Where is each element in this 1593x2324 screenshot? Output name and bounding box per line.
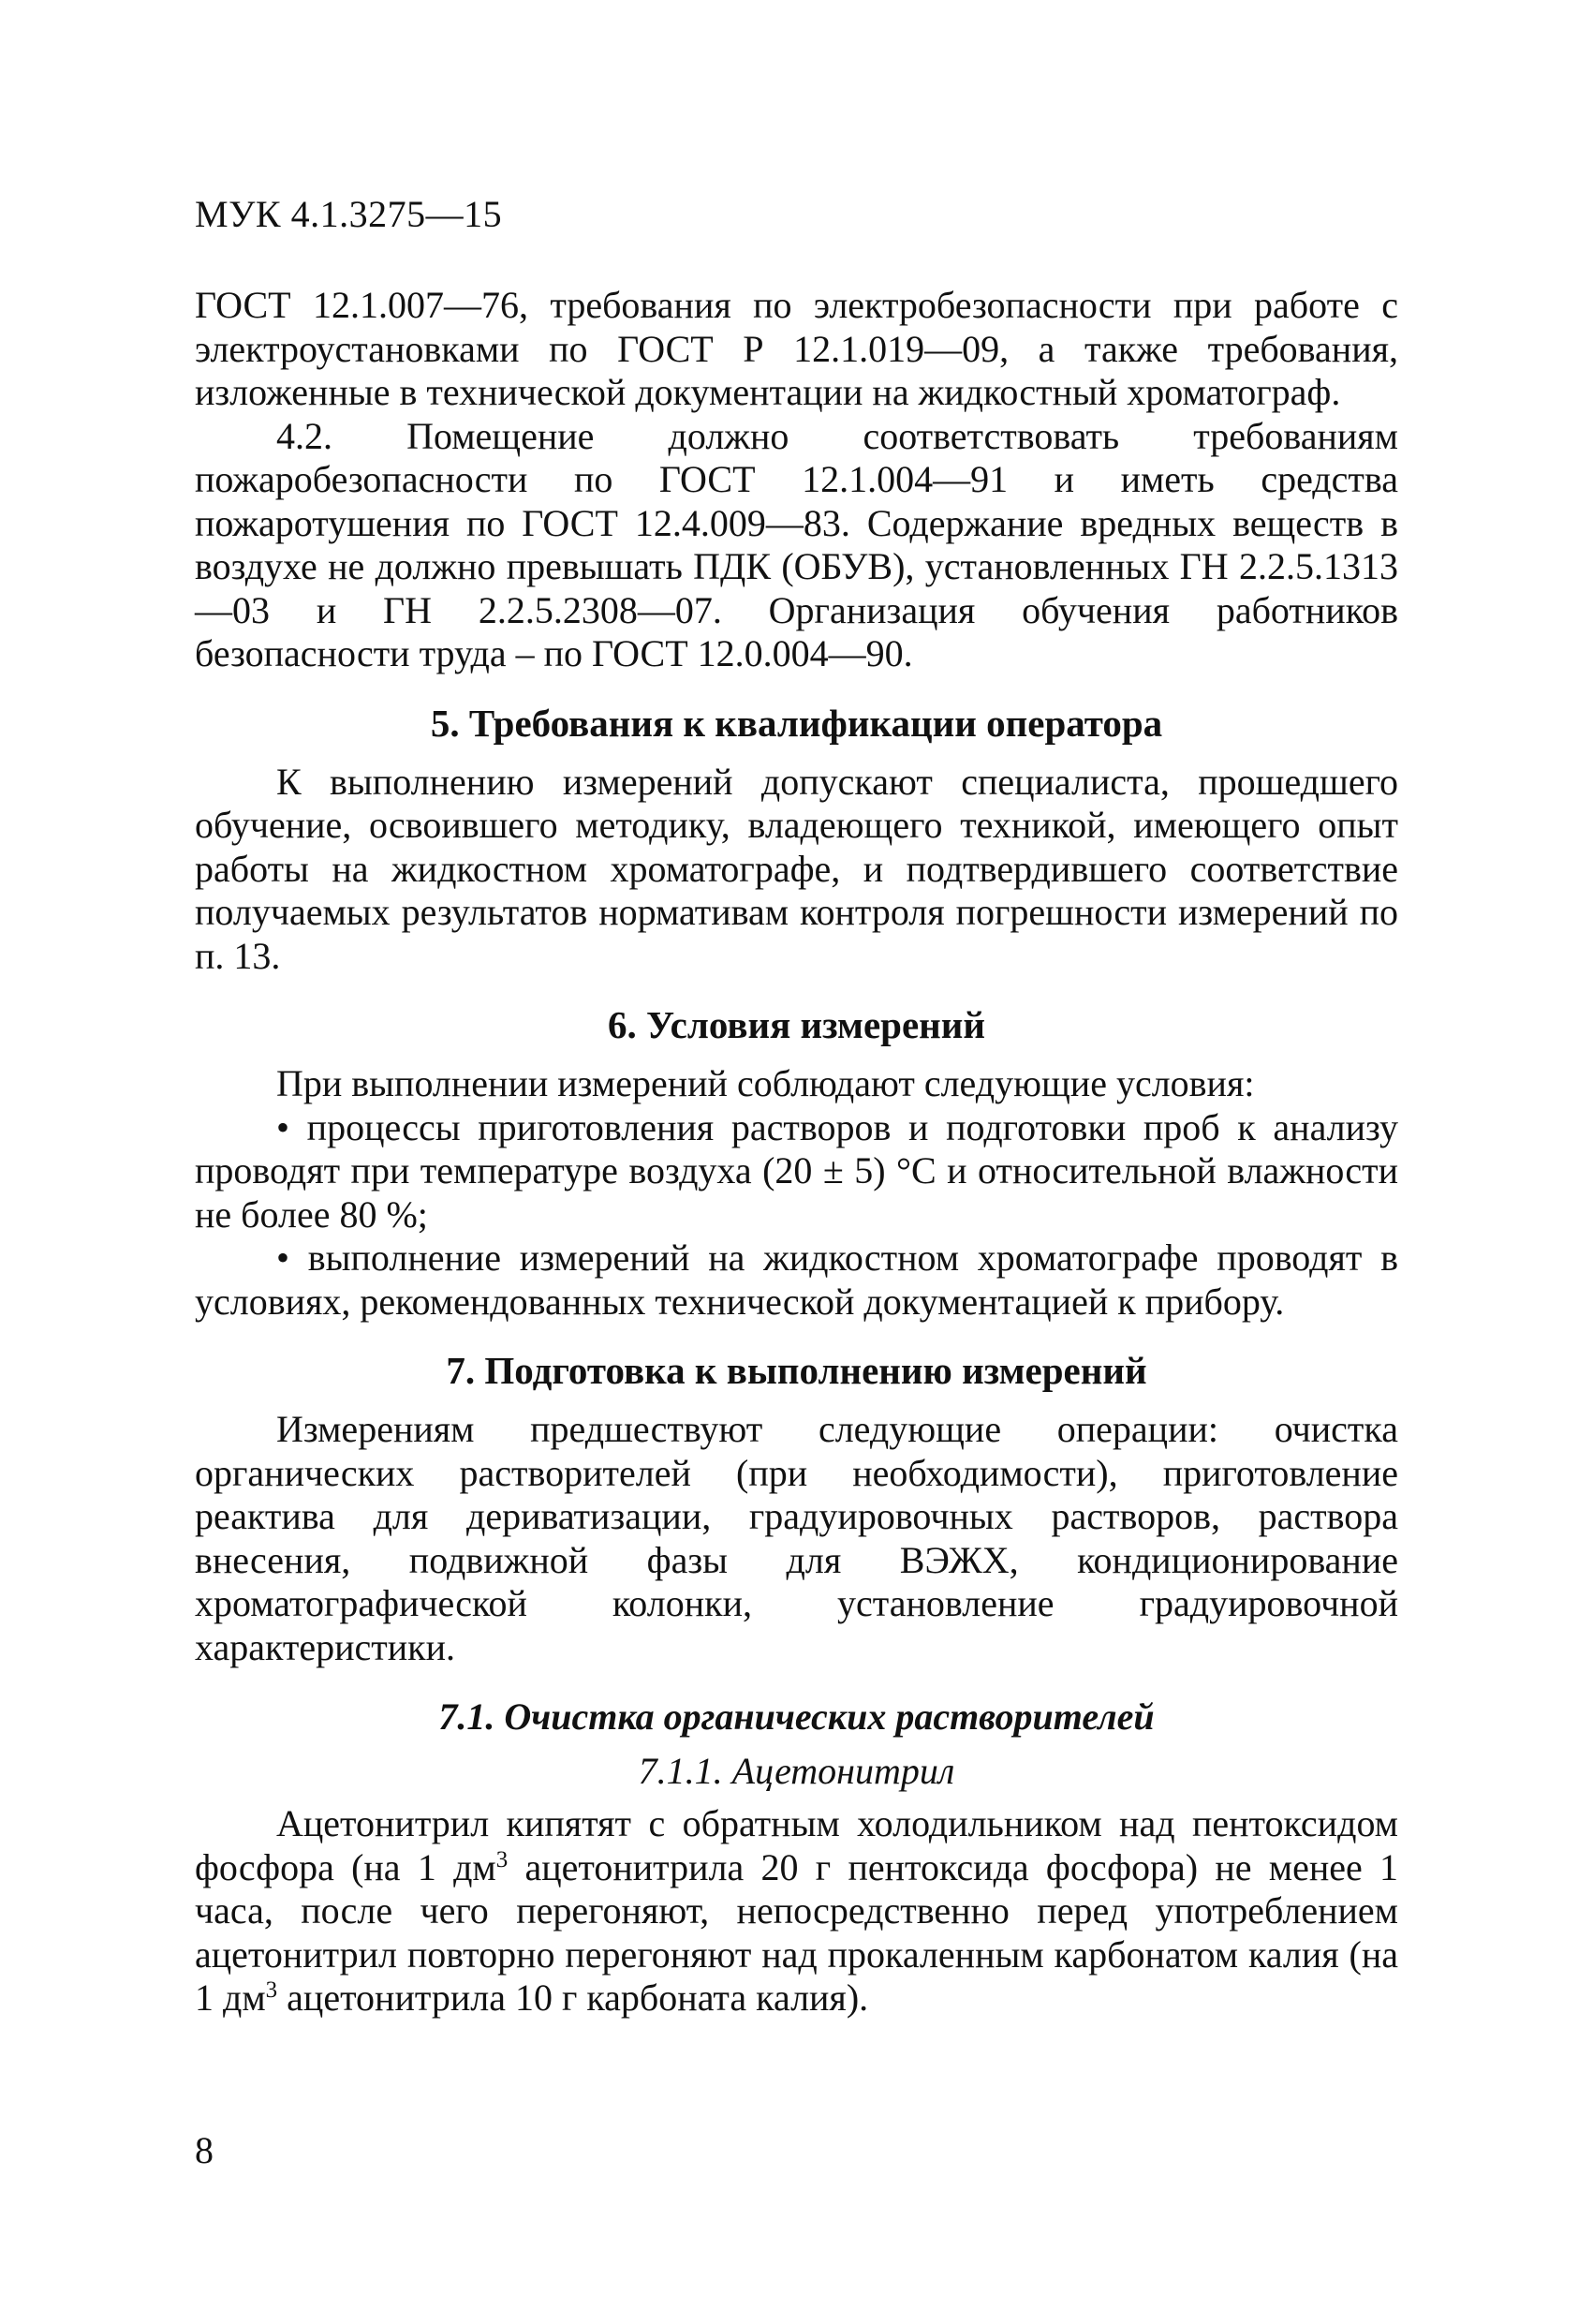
subsection-7-1-1-paragraph [195, 1802, 1398, 2021]
paragraph-4-2: 4.2. Помещение должно соответствовать требованиям пожаробезопасности по ГОСТ 12.1.004—91 и иметь средства пожаротушения по ГОСТ 12.4.009—83. Содержание вредных веществ в воздухе не должно превышать ПДК (ОБУВ), установленных ГН 2.2.5.1313—03 и ГН 2.2.5.2308—07. Организация обучения работников безопасности труда – по ГОСТ 12.0.004—90. [195, 414, 1398, 674]
text-fragment: Ацетонитрил кипятят с обратным холодильником над пентоксидом фосфора (на 1 дм [195, 1802, 1398, 1888]
paragraph-continuation: ГОСТ 12.1.007—76, требования по электробезопасности при работе с электроустановками по ГОСТ Р 12.1.019—09, а также требования, изложенные в технической документации на жидкостный хроматограф. [195, 284, 1398, 413]
document-page [195, 192, 1398, 2021]
section-7-heading: 7. Подготовка к выполнению измерений [446, 1349, 1147, 1392]
page-number: 8 [195, 2129, 214, 2171]
superscript: 3 [495, 1846, 509, 1873]
section-5-heading: 5. Требования к квалификации оператора [430, 701, 1163, 745]
running-header: МУК 4.1.3275—15 [195, 193, 503, 235]
superscript: 3 [265, 1977, 278, 2003]
subsection-7-1-1-heading: 7.1.1. Ацетонитрил [638, 1750, 955, 1792]
section-6-intro: При выполнении измерений соблюдают следующие условия: [276, 1062, 1255, 1104]
section-6-heading: 6. Условия измерений [607, 1003, 986, 1046]
text-fragment: ацетонитрила 20 г пентоксида фосфора) не менее 1 часа, после чего перегоняют, непосредственно перед употреблением ацетонитрил повторно перегоняют над прокаленным карбонатом калия (на 1 дм [195, 1845, 1398, 2019]
section-7-paragraph: Измерениям предшествуют следующие операции: очистка органических растворителей (при необходимости), приготовление реактива для дериватизации, градуировочных растворов, раствора внесения, подвижной фазы для ВЭЖХ, кондиционирование хроматографической колонки, установление градуировочной характеристики. [195, 1408, 1398, 1668]
text-fragment: ацетонитрила 10 г карбоната калия). [277, 1976, 869, 2019]
subsection-7-1-heading: 7.1. Очистка органических растворителей [438, 1695, 1155, 1738]
section-6-bullet-1: • процессы приготовления растворов и подготовки проб к анализу проводят при температуре воздуха (20 ± 5) °С и относительной влажности не более 80 %; [195, 1105, 1398, 1236]
section-6-bullet-2: • выполнение измерений на жидкостном хроматографе проводят в условиях, рекомендованных технической документацией к прибору. [195, 1236, 1398, 1323]
section-5-paragraph: К выполнению измерений допускают специалиста, прошедшего обучение, освоившего методику, владеющего техникой, имеющего опыт работы на жидкостном хроматографе, и подтвердившего соответствие получаемых результатов нормативам контроля погрешности измерений по п. 13. [195, 760, 1398, 977]
